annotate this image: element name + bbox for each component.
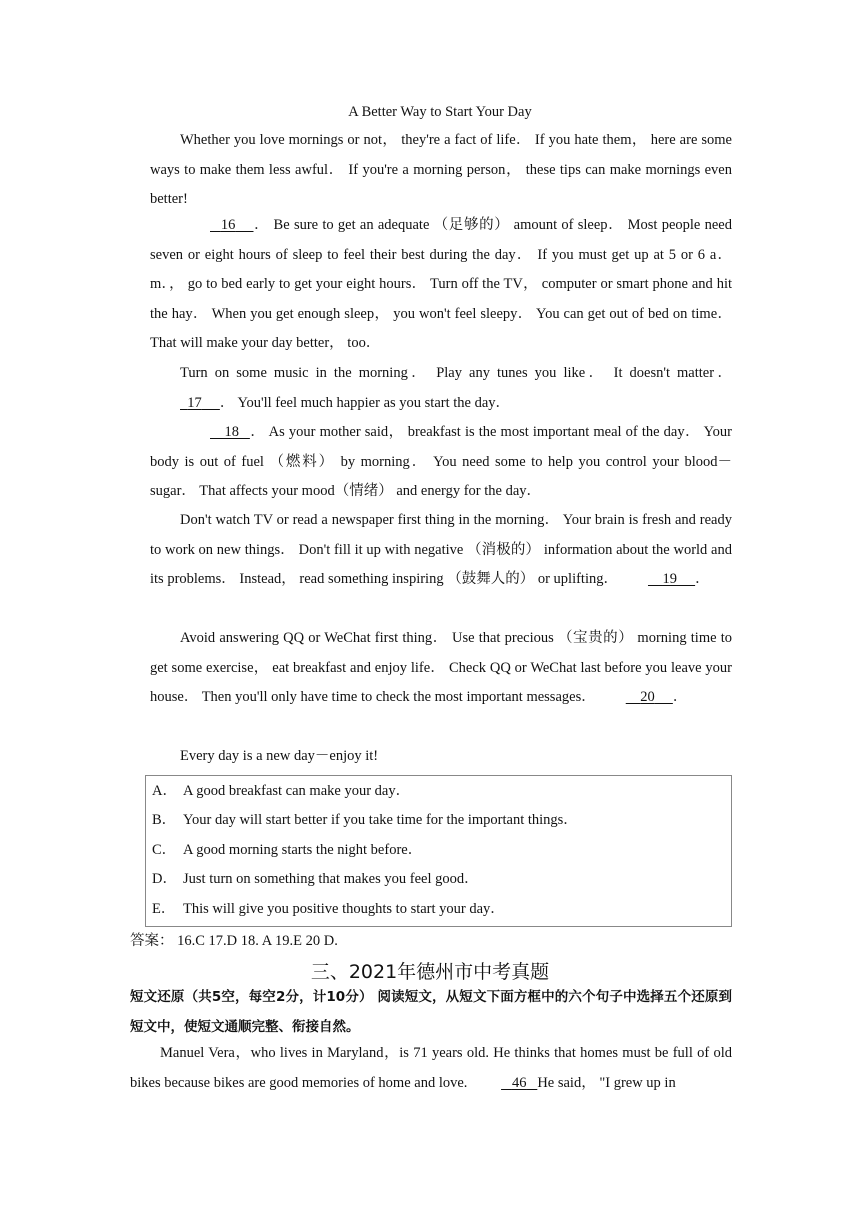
blank-19: 19 — [662, 571, 677, 587]
passage-2-text: Manuel Vera，who lives in Maryland，is 71 years old. He thinks that homes must be full of old bikes because bikes are good memories of home and love. — [130, 1045, 732, 1091]
options-box — [145, 775, 732, 927]
paragraph-5 — [150, 506, 732, 595]
paragraph-5-after: ． — [695, 571, 710, 587]
paragraph-7: Every day is a new day－enjoy it! — [180, 748, 379, 764]
option-c: C． A good morning starts the night before． — [152, 842, 423, 858]
paragraph-2 — [150, 211, 732, 359]
answer-key: 答案： 16.C 17.D 18. A 19.E 20 D. — [130, 933, 338, 949]
paragraph-1: Whether you love mornings or not， they're a fact of life． If you hate them， here are some ways to make them less awful． If you're a morning person， these tips can make mornings even better! — [150, 132, 732, 207]
paragraph-2-text: ． Be sure to get an adequate （足够的） amount of sleep． Most people need seven or eight hours of sleep to feel their best during the day． If you must get up at 5 or 6 a．m．， go to bed early to get your eight hours． Turn off the TV， computer or smart phone and hit the hay． When you get enough sleep， you won't feel sleepy． You can get out of bed on time． That will make your day better， too． — [150, 217, 732, 351]
option-d: D． Just turn on something that makes you feel good． — [152, 871, 479, 887]
blank-16: 16 — [220, 217, 236, 233]
passage-title: A Better Way to Start Your Day — [348, 104, 532, 120]
paragraph-6-after: ． — [672, 689, 688, 705]
instructions: 短文还原（共5空，每空2分，计10分） 阅读短文，从短文下面方框中的六个句子中选择五个还原到短文中，使短文通顺完整、衔接自然。 — [130, 989, 732, 1035]
blank-46: 46 — [511, 1074, 527, 1091]
paragraph-4 — [150, 418, 732, 507]
paragraph-5-text: Don't watch TV or read a newspaper first thing in the morning． Your brain is fresh and ready to work on new things． Don't fill it up with negative （消极的） information about the world and its problems． Instead， read something inspiring （鼓舞人的） or uplifting． — [150, 512, 732, 587]
option-a: A． A good breakfast can make your day． — [152, 783, 411, 799]
paragraph-3 — [150, 359, 732, 418]
option-e: E． This will give you positive thoughts to start your day． — [152, 901, 505, 917]
paragraph-6-text: Avoid answering QQ or WeChat first thing． Use that precious （宝贵的） morning time to get some exercise， eat breakfast and enjoy life． Check QQ or WeChat last before you leave your house． Then you'll only have time to check the most important messages． — [150, 630, 732, 705]
blank-17: 17 — [187, 394, 202, 411]
blank-18: 18 — [224, 424, 239, 440]
section-title: 三、2021年德州市中考真题 — [310, 961, 550, 983]
paragraph-4-text: ． As your mother said， breakfast is the most important meal of the day． Your body is out of fuel （燃料） by morning． You need some to help you control your blood－sugar． That affects your mood（情绪） and energy for the day． — [150, 424, 732, 499]
passage-2 — [130, 1039, 732, 1098]
paragraph-3-after: ． You'll feel much happier as you start the day． — [219, 394, 511, 411]
paragraph-6 — [150, 624, 732, 713]
option-b: B． Your day will start better if you take time for the important things． — [152, 812, 578, 828]
paragraph-3-text: Turn on some music in the morning． Play any tunes you like． It doesn't matter． — [180, 365, 732, 381]
blank-20: 20 — [640, 689, 655, 705]
passage-2-after: He said， "I grew up in — [537, 1074, 676, 1091]
